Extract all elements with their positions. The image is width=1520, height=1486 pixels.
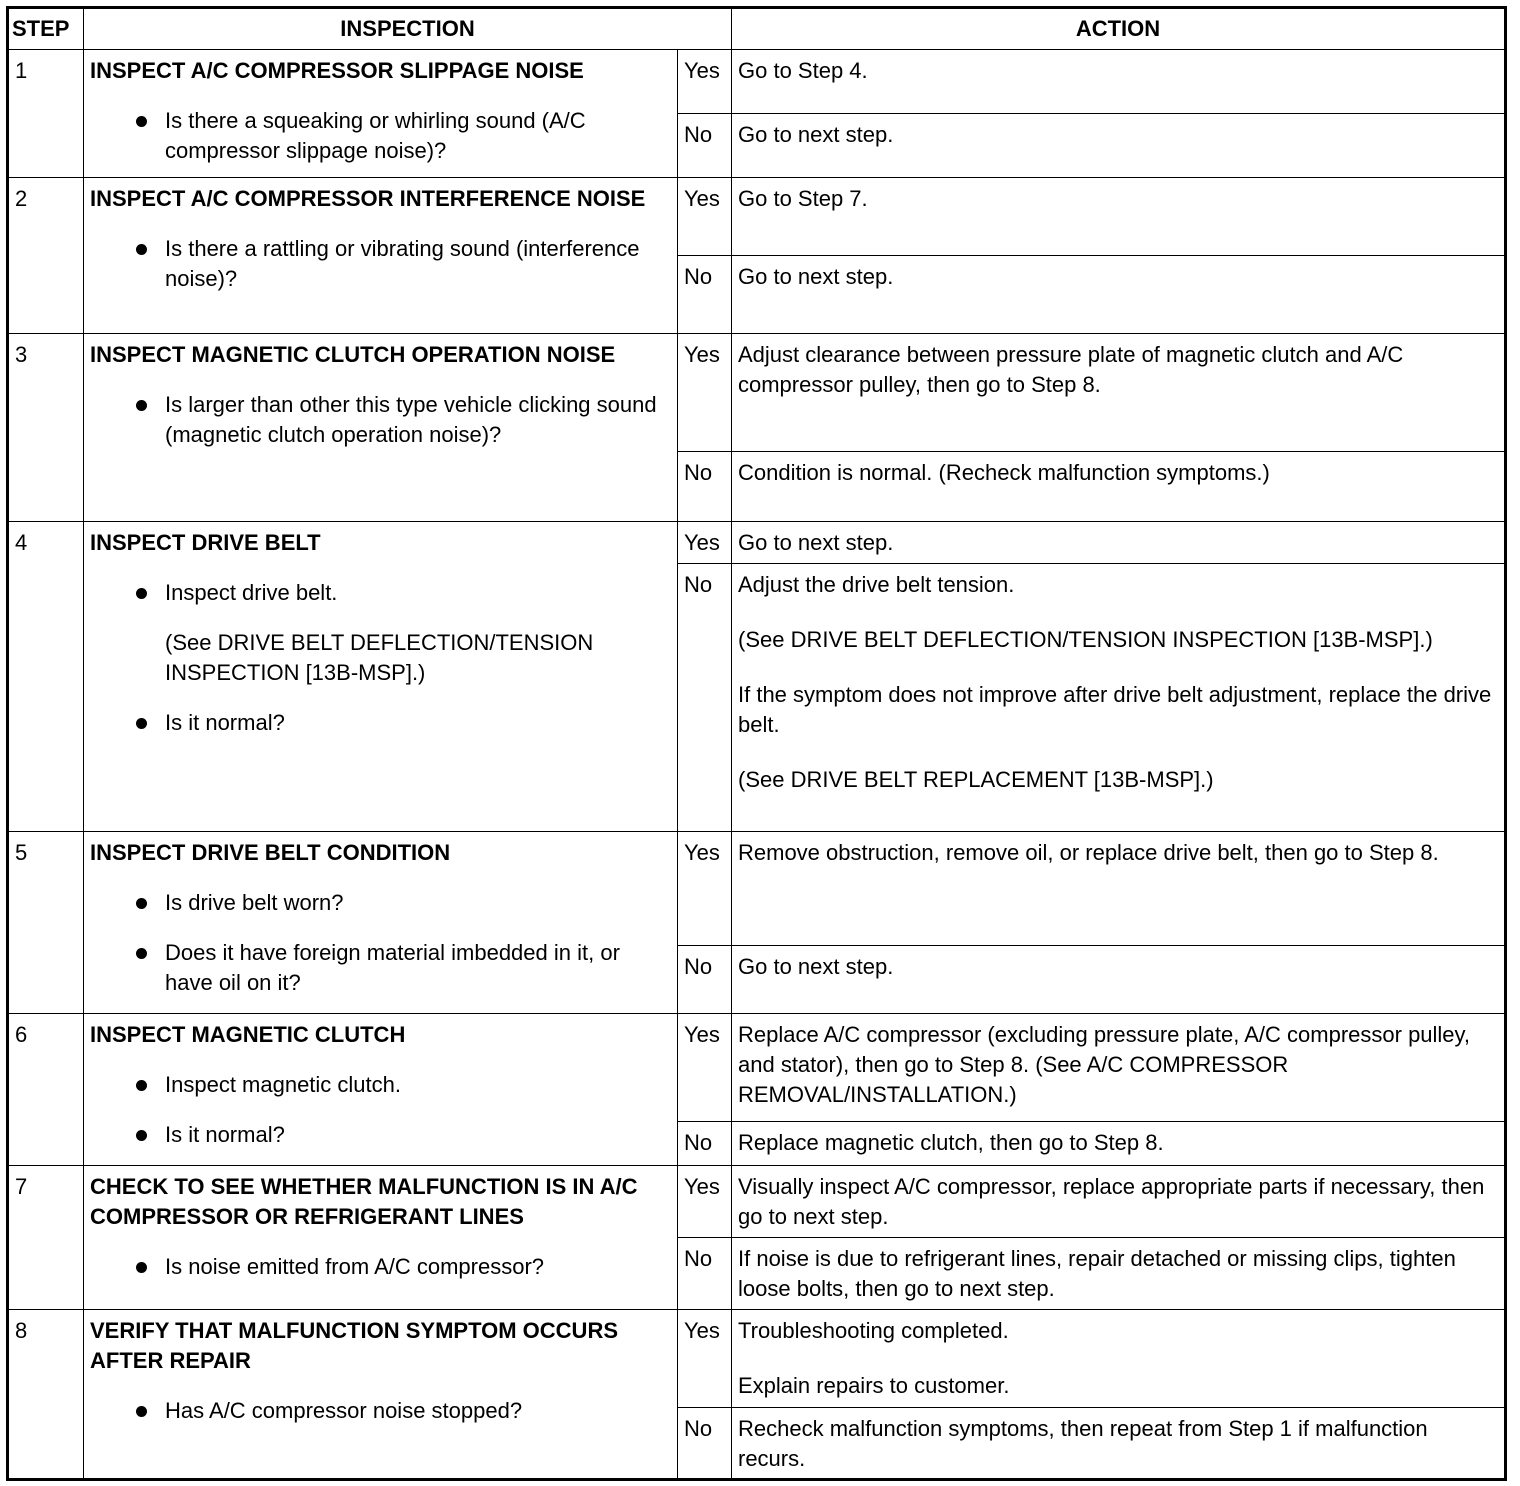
inspection-bullet: Inspect magnetic clutch.: [90, 1070, 671, 1100]
action-text: (See DRIVE BELT DEFLECTION/TENSION INSPECTION [13B-MSP].): [738, 627, 1433, 652]
inspection-title: VERIFY THAT MALFUNCTION SYMPTOM OCCURS AFTER REPAIR: [90, 1318, 618, 1373]
inspection-cell: [84, 50, 678, 178]
step-row-yes: [8, 334, 1506, 452]
step-number: 5: [8, 832, 84, 1014]
step-row-yes: [8, 522, 1506, 564]
no-action: [732, 1122, 1506, 1166]
action-text: Replace A/C compressor (excluding pressure plate, A/C compressor pulley, and stator), then go to Step 8. (See A/C COMPRESSOR REMOVAL/INSTALLATION.): [738, 1022, 1471, 1107]
step-row-yes: [8, 1014, 1506, 1122]
no-label: No: [678, 256, 732, 334]
step-number: 2: [8, 178, 84, 334]
inspection-bullet: Is there a rattling or vibrating sound (interference noise)?: [90, 234, 671, 294]
action-text: (See DRIVE BELT REPLACEMENT [13B-MSP].): [738, 767, 1214, 792]
inspection-bullet: Does it have foreign material imbedded in it, or have oil on it?: [90, 938, 671, 998]
inspection-cell: [84, 1310, 678, 1480]
yes-label: Yes: [678, 1310, 732, 1408]
step-number: 4: [8, 522, 84, 832]
yes-label: Yes: [678, 832, 732, 946]
yes-label: Yes: [678, 1166, 732, 1238]
yes-action: [732, 1014, 1506, 1122]
inspection-note: (See DRIVE BELT DEFLECTION/TENSION INSPECTION [13B-MSP].): [165, 630, 594, 685]
inspection-title: INSPECT MAGNETIC CLUTCH: [90, 1022, 406, 1047]
action-text: If noise is due to refrigerant lines, repair detached or missing clips, tighten loose bolts, then go to next step.: [738, 1246, 1456, 1301]
inspection-cell: [84, 522, 678, 832]
inspection-bullet: Is it normal?: [90, 1120, 671, 1150]
no-action: [732, 452, 1506, 522]
inspection-title: INSPECT A/C COMPRESSOR SLIPPAGE NOISE: [90, 58, 584, 83]
yes-label: Yes: [678, 50, 732, 114]
no-label: No: [678, 1408, 732, 1480]
action-text: If the symptom does not improve after drive belt adjustment, replace the drive belt.: [738, 682, 1492, 737]
step-number: 8: [8, 1310, 84, 1480]
inspection-bullet: Has A/C compressor noise stopped?: [90, 1396, 671, 1426]
action-text: Go to Step 4.: [738, 58, 868, 83]
inspection-cell: [84, 334, 678, 522]
action-text: Condition is normal. (Recheck malfunction symptoms.): [738, 460, 1270, 485]
yes-action: [732, 832, 1506, 946]
inspection-cell: [84, 178, 678, 334]
action-text: Adjust the drive belt tension.: [738, 572, 1015, 597]
inspection-bullet: Inspect drive belt.: [90, 578, 671, 608]
no-action: [732, 256, 1506, 334]
inspection-title: CHECK TO SEE WHETHER MALFUNCTION IS IN A/C COMPRESSOR OR REFRIGERANT LINES: [90, 1174, 638, 1229]
no-action: [732, 114, 1506, 178]
yes-label: Yes: [678, 522, 732, 564]
step-number: 3: [8, 334, 84, 522]
no-action: [732, 564, 1506, 832]
header-row: [8, 8, 1506, 50]
no-label: No: [678, 1122, 732, 1166]
action-text: Go to Step 7.: [738, 186, 868, 211]
inspection-cell: [84, 832, 678, 1014]
action-text: Visually inspect A/C compressor, replace appropriate parts if necessary, then go to next step.: [738, 1174, 1485, 1229]
inspection-bullet: Is there a squeaking or whirling sound (A/C compressor slippage noise)?: [90, 106, 671, 166]
no-label: No: [678, 1238, 732, 1310]
inspection-bullet: Is it normal?: [90, 708, 671, 738]
action-text: Explain repairs to customer.: [738, 1373, 1010, 1398]
yes-label: Yes: [678, 1014, 732, 1122]
step-row-yes: [8, 178, 1506, 256]
inspection-title: INSPECT DRIVE BELT CONDITION: [90, 840, 451, 865]
yes-action: [732, 1166, 1506, 1238]
step-number: 1: [8, 50, 84, 178]
action-text: Go to next step.: [738, 122, 894, 147]
inspection-bullet: Is drive belt worn?: [90, 888, 671, 918]
yes-action: [732, 522, 1506, 564]
no-label: No: [678, 564, 732, 832]
step-row-yes: [8, 1310, 1506, 1408]
no-label: No: [678, 946, 732, 1014]
step-row-yes: [8, 1166, 1506, 1238]
no-label: No: [678, 114, 732, 178]
action-text: Remove obstruction, remove oil, or replace drive belt, then go to Step 8.: [738, 840, 1439, 865]
action-text: Recheck malfunction symptoms, then repeat from Step 1 if malfunction recurs.: [738, 1416, 1428, 1471]
action-header: ACTION: [732, 8, 1506, 50]
no-action: [732, 1408, 1506, 1480]
action-text: Go to next step.: [738, 264, 894, 289]
yes-label: Yes: [678, 178, 732, 256]
troubleshooting-table: [6, 6, 1507, 1481]
step-row-yes: [8, 50, 1506, 114]
inspection-title: INSPECT A/C COMPRESSOR INTERFERENCE NOISE: [90, 186, 646, 211]
action-text: Adjust clearance between pressure plate of magnetic clutch and A/C compressor pulley, then go to Step 8.: [738, 342, 1404, 397]
step-number: 6: [8, 1014, 84, 1166]
inspection-cell: [84, 1014, 678, 1166]
inspection-title: INSPECT MAGNETIC CLUTCH OPERATION NOISE: [90, 342, 616, 367]
yes-action: [732, 334, 1506, 452]
yes-label: Yes: [678, 334, 732, 452]
inspection-bullet: Is larger than other this type vehicle clicking sound (magnetic clutch operation noise)?: [90, 390, 671, 450]
step-row-yes: [8, 832, 1506, 946]
action-text: Go to next step.: [738, 530, 894, 555]
inspection-cell: [84, 1166, 678, 1310]
action-text: Troubleshooting completed.: [738, 1318, 1009, 1343]
inspection-bullet: Is noise emitted from A/C compressor?: [90, 1252, 671, 1282]
yes-action: [732, 1310, 1506, 1408]
no-label: No: [678, 452, 732, 522]
step-number: 7: [8, 1166, 84, 1310]
action-text: Replace magnetic clutch, then go to Step 8.: [738, 1130, 1164, 1155]
inspection-header: INSPECTION: [84, 8, 732, 50]
yes-action: [732, 50, 1506, 114]
inspection-title: INSPECT DRIVE BELT: [90, 530, 321, 555]
step-header: STEP: [8, 8, 84, 50]
yes-action: [732, 178, 1506, 256]
action-text: Go to next step.: [738, 954, 894, 979]
no-action: [732, 1238, 1506, 1310]
no-action: [732, 946, 1506, 1014]
